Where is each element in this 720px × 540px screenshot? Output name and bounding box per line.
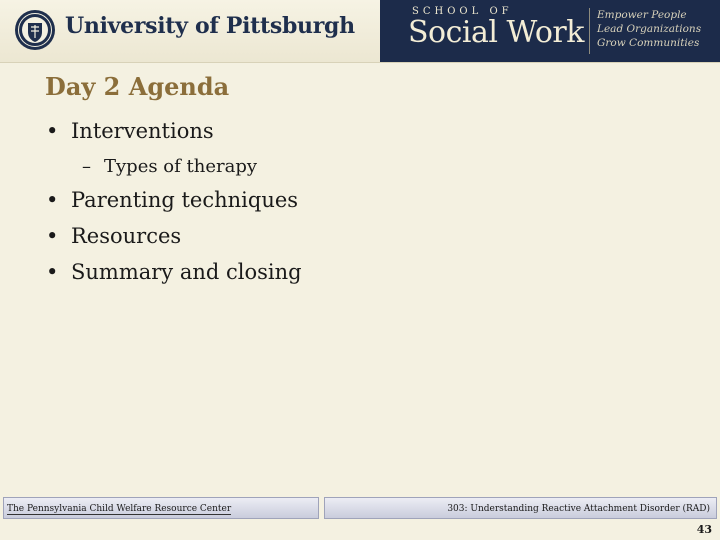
agenda-sub-item-text: Types of therapy (104, 156, 258, 177)
school-of-label: SCHOOL OF (412, 6, 513, 17)
agenda-item-text: Summary and closing (71, 260, 302, 284)
page-number: 43 (696, 523, 712, 536)
school-tagline (597, 8, 701, 50)
tagline-line: Empower People (597, 9, 687, 21)
university-seal-icon (14, 9, 56, 51)
agenda-item (46, 188, 298, 212)
agenda-item (46, 224, 181, 248)
agenda-item-text: Resources (71, 224, 182, 248)
agenda-item-text: Parenting techniques (71, 188, 299, 212)
tagline-line: Grow Communities (597, 37, 700, 49)
university-name: University of Pittsburgh (65, 13, 355, 39)
agenda-item-text: Interventions (71, 119, 214, 143)
sub-bullet-marker: – (82, 156, 91, 177)
bullet-marker: • (46, 119, 59, 143)
banner-divider (589, 8, 590, 54)
slide-title: Day 2 Agenda (45, 72, 230, 101)
footer-course-title: 303: Understanding Reactive Attachment Disorder (RAD) (324, 497, 717, 519)
agenda-sub-item (82, 156, 257, 177)
bullet-marker: • (46, 260, 59, 284)
footer-organization-text: The Pennsylvania Child Welfare Resource Center (7, 504, 232, 514)
bullet-marker: • (46, 188, 59, 212)
agenda-item (46, 260, 302, 284)
bullet-marker: • (46, 224, 59, 248)
tagline-line: Lead Organizations (597, 23, 702, 35)
school-name: Social Work (408, 15, 584, 50)
footer-organization (3, 497, 319, 519)
slide-header (0, 0, 720, 63)
agenda-item (46, 119, 214, 143)
